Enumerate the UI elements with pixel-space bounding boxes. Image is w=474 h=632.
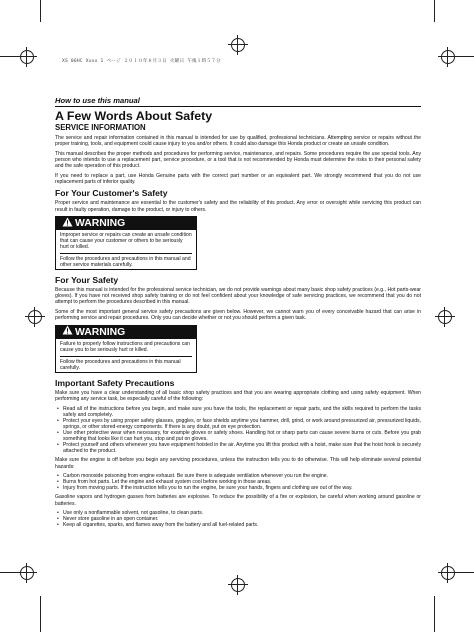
service-info-paragraph-2: This manual describes the proper methods and procedures for performing service, maintenance, and repairs. Some procedures require the use special tools. Any person who intends to use a replacement part, service procedure, or a tool that is not recommended by Honda must determine the risks to their personal safety and the safe operation of this product.: [55, 150, 421, 169]
service-info-paragraph-1: The service and repair information contained in this manual is intended for use by qualified, professional technicians. Attempting service or repairs without the proper training, tools, and equipment could cause injury to you and/or others. It could also damage this Honda product or create an unsafe condition.: [55, 135, 421, 148]
warning-triangle-icon: [62, 217, 73, 231]
registration-mark-bottom-left: [20, 566, 34, 580]
warning-header: [56, 326, 196, 339]
list-item: • Use other protective wear when necessary, for example gloves or safety shoes. Handling hot or sharp parts can cause severe burns or cuts. Before you grab something that looks like it can hurt you, stop and put on gloves.: [63, 430, 421, 442]
registration-mark-bottom-right: [441, 566, 455, 580]
list-item: • Use only a nonflammable solvent, not gasoline, to clean parts.: [63, 510, 421, 516]
warning-label: WARNING: [75, 326, 126, 338]
gasoline-intro: Gasoline vapors and hydrogen gasses from batteries are explosive. To reduce the possibility of a fire or explosion, be careful when working around gasoline or batteries.: [55, 494, 421, 507]
warning-header: [56, 217, 196, 230]
your-safety-paragraph-1: Because this manual is intended for the professional service technician, we do not provide warnings about many basic shop safety practices (e.g., Hot parts-wear gloves). If you have not received shop safety training or do not feel confident about your knowledge of safe servicing practices, we recommend that you do not attempt to perform the procedures described in this manual.: [55, 287, 421, 306]
customer-safety-heading: For Your Customer's Safety: [55, 188, 168, 199]
warning-box-technician: [55, 325, 197, 373]
list-item: • Burns from hot parts. Let the engine and exhaust system cool before working in those areas.: [63, 479, 421, 485]
manual-page: [55, 96, 421, 532]
registration-mark-left-middle: [28, 310, 42, 324]
warning-label: WARNING: [75, 218, 126, 230]
your-safety-heading: For Your Safety: [55, 275, 119, 286]
precautions-list: [55, 406, 421, 455]
warning-box-customer: [55, 216, 197, 270]
list-item: • Injury from moving parts. If the instruction tells you to run the engine, be sure your hands, fingers and clothing are out of the way.: [63, 485, 421, 491]
your-safety-paragraph-2: Some of the most important general service safety precautions are given below. However, we cannot warn you of every conceivable hazard that can arise in performing service and repair procedures. Only you can decide whether or not you should perform a given task.: [55, 309, 421, 322]
list-item: • Protect yourself and others whenever you have equipment hoisted in the air. Anytime you lift this product with a hoist, make sure that the hoist hook is securely attached to the product.: [63, 442, 421, 454]
registration-mark-top-right: [441, 50, 455, 64]
customer-safety-paragraph: Proper service and maintenance are essential to the customer's safety and the reliability of this product. Any error or oversight while servicing this product can result in faulty operation, damage to the product, or injury to others.: [55, 200, 421, 213]
engine-intro: Make sure the engine is off before you begin any servicing procedures, unless the instruction tells you to do otherwise. This will help eliminate several potential hazards:: [55, 457, 421, 470]
list-item: • Never store gasoline in an open container.: [63, 516, 421, 522]
precautions-heading: Important Safety Precautions: [55, 377, 175, 388]
warning-follow-text: Follow the procedures and precautions in this manual carefully.: [60, 356, 192, 371]
service-info-paragraph-3: If you need to replace a part, use Honda Genuine parts with the correct part number or an equivalent part. We strongly recommend that you do not use replacement parts of inferior quality.: [55, 172, 421, 185]
engine-hazards-list: [55, 473, 421, 491]
gasoline-list: [55, 510, 421, 528]
section-header: How to use this manual: [55, 96, 421, 107]
print-header: XS 06HC Xxxx 1 ページ ２０１０年８月３日 火曜日 午後１時５７分: [62, 59, 221, 64]
list-item: • Keep all cigarettes, sparks, and flames away from the battery and all fuel-related parts.: [63, 522, 421, 528]
precautions-intro: Make sure you have a clear understanding of all basic shop safety practices and that you are wearing appropriate clothing and using safety equipment. When performing any service task, be especially careful of the following:: [55, 389, 421, 402]
service-info-heading: SERVICE INFORMATION: [55, 123, 146, 132]
registration-mark-right-middle: [438, 310, 452, 324]
page-title: A Few Words About Safety: [55, 109, 213, 123]
warning-text: Improper service or repairs can create an unsafe condition that can cause your customer or others to be seriously hurt or killed.: [60, 232, 192, 251]
list-item: • Read all of the instructions before you begin, and make sure you have the tools, the replacement or repair parts, and the skills required to perform the tasks safely and completely.: [63, 406, 421, 418]
list-item: • Carbon monoxide poisoning from engine exhaust. Be sure there is adequate ventilation whenever you run the engine.: [63, 473, 421, 479]
warning-triangle-icon: [62, 325, 73, 339]
warning-follow-text: Follow the procedures and precautions in this manual and other service materials carefully.: [60, 253, 192, 268]
list-item: • Protect your eyes by using proper safety glasses, goggles, or face shields anytime you hammer, drill, grind, or work around pressurized air, pressurized liquids, springs, or other stored-energy components. If there is any doubt, put on eye protection.: [63, 418, 421, 430]
registration-mark-top-center: [231, 38, 245, 52]
registration-mark-top-left: [20, 50, 34, 64]
registration-mark-bottom-center: [231, 578, 245, 592]
warning-text: Failure to properly follow instructions and precautions can cause you to be seriously hurt or killed.: [60, 340, 190, 353]
